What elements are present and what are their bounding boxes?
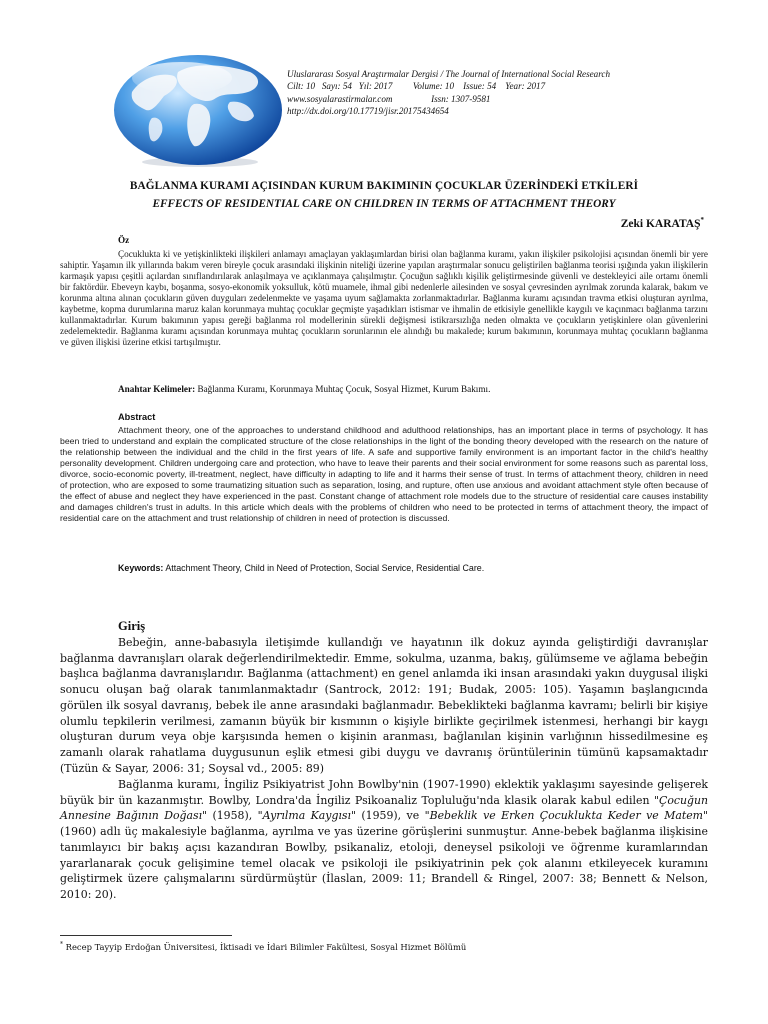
footnote-divider xyxy=(60,935,232,936)
abstract-heading: Abstract xyxy=(118,412,156,422)
footnote xyxy=(60,941,466,952)
keywords-turkish-text: Bağlanma Kuramı, Korunmaya Muhtaç Çocuk, Sosyal Hizmet, Kurum Bakımı. xyxy=(197,384,491,394)
journal-year: Year: 2017 xyxy=(505,81,546,92)
paragraph-2-title-3: "Bebeklik ve Erken Çocuklukta Keder ve Matem" xyxy=(424,809,708,823)
journal-issn: Issn: 1307-9581 xyxy=(431,93,491,104)
keywords-turkish-label: Anahtar Kelimeler: xyxy=(118,384,196,394)
oz-heading: Öz xyxy=(118,235,130,245)
keywords-turkish xyxy=(118,384,490,394)
paragraph-2-part-c: (1959), ve xyxy=(355,809,425,823)
keywords-english-label: Keywords: xyxy=(118,563,164,573)
journal-header xyxy=(287,68,707,118)
keywords-english xyxy=(118,563,484,573)
title-turkish: BAĞLANMA KURAMI AÇISINDAN KURUM BAKIMININ ÇOCUKLAR ÜZERİNDEKİ ETKİLERİ xyxy=(129,180,639,192)
journal-volume: Volume: 10 xyxy=(412,81,455,92)
journal-web-line xyxy=(287,93,707,105)
author-footnote-mark: * xyxy=(700,216,704,224)
journal-issue: Issue: 54 xyxy=(463,81,497,92)
journal-website-link[interactable]: www.sosyalarastirmalar.com xyxy=(287,93,393,104)
paragraph-2-title-2: "Ayrılma Kaygısı" xyxy=(257,809,356,823)
paragraph-2-part-b: (1958), xyxy=(207,809,258,823)
author-name-text: Zeki KARATAŞ xyxy=(620,217,701,230)
paragraph-2-part-d: (1960) adlı üç makalesiyle bağlanma, ayrılma ve yas üzerine görüşlerini sunmuştur. Anne-bebek bağlanma ilişkisine tanımlayıcı bir bakış açısı kazandıran Bowlby, psikanaliz, etoloji, deneysel psikoloji ve öğrenme kuramlarından yararlanarak çocuk gelişimine temel olacak ve psikoloji ile psikiyatrinin pek çok alanını etkileyecek kuramını geliştirmek üzere çalışmalarını sürdürmüştür (İlaslan, 2009: 11; Brandell & Ringel, 2007: 38; Bennett & Nelson, 2010: 20). xyxy=(60,825,708,901)
journal-yil: Yıl: 2017 xyxy=(358,81,393,92)
author-name xyxy=(621,216,704,230)
abstract-body: Attachment theory, one of the approaches to understand childhood and adulthood relationships, has an important place in terms of psychology. It has been tried to understand and explain the complicated structure of the close relationships in the light of the bonding theory developed with the research on the nature of the relationship between the individual and the child in the first years of life. A safe and supportive family environment is an important factor in the child's healthy personality development. Children undergoing care and protection, who have to leave their parents and their social environment for some reasons such as parental loss, divorce, socio-economic poverty, ill-treatment, neglect, have difficulty in adapting to life and it harms their sense of trust. In terms of attachment theory, children in need of protection, who are exposed to some traumatizing situation such as separation, losing, and rupture, often use anxious and avoidant attachment style often because of the effect of abuse and neglect they have experienced in the past. Constant change of attachment role models due to the structure of residential care causes instability and damages children's trust in adults. In this article which deals with the problems of children who need to be protected in terms of attachment theory, the impact of residential care on the attachment and trust relationship of children in need of protection is discussed. xyxy=(60,425,708,523)
oz-body: Çocuklukta ki ve yetişkinlikteki ilişkileri anlamayı amaçlayan yaklaşımlardan birisi olan bağlanma kuramı, yakın ilişkiler psikolojisi açısından önemli bir yere sahiptir. Yaşamın ilk yıllarında bakım veren bireyle çocuk arasındaki ilişkinin niteliği üzerine yapılan araştırmalar sonucu geliştirilen bağlanma teorisi ışığında yakın ilişkilerin karmaşık yapısı çeşitli açılardan sınıflandırılarak anlaşılmaya ve açıklanmaya çalışılmıştır. Çocuğun sağlıklı kişilik geliştirmesinde güvenli ve destekleyici aile ortamı önemli bir faktördür. Ebeveyn kaybı, boşanma, sosyo-ekonomik yoksulluk, kötü muamele, ihmal gibi nedenlerle ailesinden ve sosyal çevresinden ayrılmak zorunda kalarak, bakım ve korunma altına alınan çocukların güven duyguları zedelenmekte ve yaşama uyum sağlamakta zorlanmaktadırlar. Bağlanma kuramı açısından travma etkisi oluşturan ayrılma, kaybetme, kopma durumlarına maruz kalan korunmaya muhtaç çocuklar geçmişte yaşadıkları istismar ve ihmalin de etkisiyle genellikle kaygılı ve kaçınmacı bağlanma tarzını kullanmaktadırlar. Kurum bakımının yapısı gereği bağlanma rol modellerinin sürekli değişmesi istikrarsızlığa neden olmakta ve çocukların yetişkinlere olan güvenlerini zedelemektedir. Bağlanma kuramı açısından korunmaya muhtaç çocukların sorunlarının ele alındığı bu makalede; kurum bakımının, korunmaya muhtaç çocukların bağlanma ve güven ilişkisi üzerine etkisi tartışılmıştır. xyxy=(60,249,708,347)
footnote-mark: * xyxy=(60,941,63,948)
paragraph-2-part-a: Bağlanma kuramı, İngiliz Psikiyatrist John Bowlby'nin (1907-1990) eklektik yaklaşımı sayesinde gelişerek büyük bir ün kazanmıştır. Bowlby, Londra'da İngiliz Psikoanaliz Topluluğu'nda klasik olarak kabul edilen xyxy=(60,778,708,807)
journal-volume-line xyxy=(287,80,707,92)
journal-cilt: Cilt: 10 xyxy=(287,81,316,92)
journal-name: Uluslararası Sosyal Araştırmalar Dergisi / The Journal of International Social Research xyxy=(287,69,610,79)
section-heading-giris: Giriş xyxy=(118,619,146,633)
footnote-text: Recep Tayyip Erdoğan Üniversitesi, İktisadi ve İdari Bilimler Fakültesi, Sosyal Hizmet Bölümü xyxy=(65,941,467,952)
journal-sayi: Sayı: 54 xyxy=(321,81,352,92)
paragraph-2 xyxy=(60,777,708,903)
keywords-english-text: Attachment Theory, Child in Need of Protection, Social Service, Residential Care. xyxy=(165,563,485,573)
title-english: EFFECTS OF RESIDENTIAL CARE ON CHILDREN IN TERMS OF ATTACHMENT THEORY xyxy=(152,198,616,210)
journal-doi-link[interactable]: http://dx.doi.org/10.17719/jisr.20175434654 xyxy=(287,106,449,117)
paragraph-1: Bebeğin, anne-babasıyla iletişimde kullandığı ve hayatının ilk dokuz ayında geliştirdiği davranışlar bağlanma davranışları olarak değerlendirilmektedir. Emme, sokulma, uzanma, bakış, gülümseme ve ağlama bebeğin başlıca bağlanma davranışlarıdır. Bağlanma (attachment) en genel anlamda iki insan arasındaki yakın duygusal ilişki sonucu oluşan bağ olarak tanımlanmaktadır (Santrock, 2012: 191; Budak, 2005: 105). Yaşamın başlangıcında görülen ilk sosyal davranış, bebek ile anne arasındaki bağlanmadır. Bebeklikteki bağlanma kavramı; belirli bir kişiye olumlu tepkilerin verilmesi, zamanın büyük bir kısmının o kişiyle birlikte geçirilmek istenmesi, herhangi bir kaygı oluşturan durum veya obje karşısında hemen o kişinin aranması, bağlanılan kişinin varlığının hissedilmesine eş zamanlı olarak rahatlama duygusunun eşlik etmesi gibi duygu ve davranış örüntülerinin tümünü kapsamaktadır (Tüzün & Sayar, 2006: 31; Soysal vd., 2005: 89) xyxy=(60,636,708,775)
globe-logo-icon xyxy=(112,52,284,170)
paragraph-2-title-1: "Çocuğun Annesine Bağının Doğası" xyxy=(60,793,708,823)
